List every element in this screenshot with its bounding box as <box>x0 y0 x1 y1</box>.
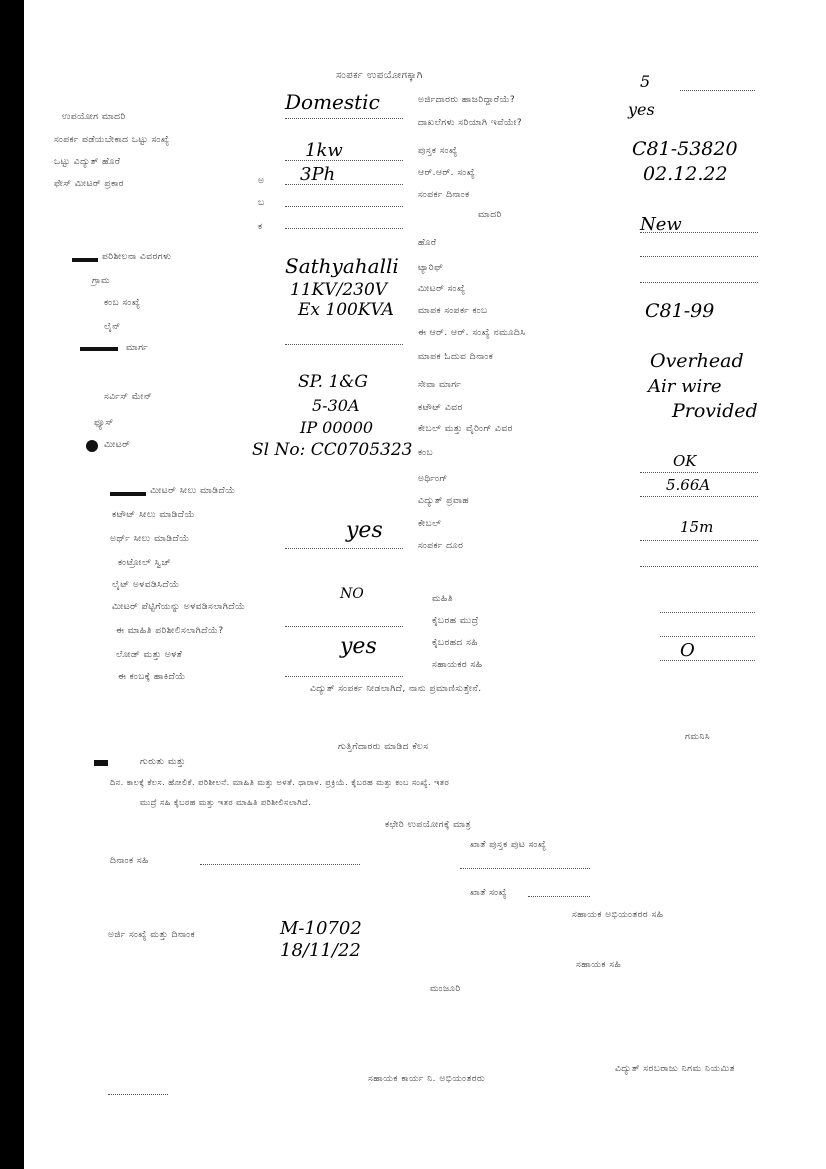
handwritten-air-wire: Air wire <box>648 376 722 397</box>
handwritten-yes-load: yes <box>340 634 377 659</box>
handwritten-reading: IP 00000 <box>300 418 374 437</box>
dotted-line <box>640 232 758 233</box>
form-label: ಸರ್ವಿಸ್ ಮೇನ್ <box>104 392 153 402</box>
dotted-line <box>285 160 403 161</box>
form-label: ಕಂಟ್ರೋಲ್ ಸ್ವಿಚ್ <box>118 558 172 568</box>
form-label: ಅರ್ಥ್ ಸೀಲು ಮಾಡಿದೆಯೆ <box>110 534 190 544</box>
footer-text: ವಿದ್ಯುತ್ ಸರಬರಾಜು ನಿಗಮ ನಿಯಮಿತ <box>615 1064 735 1074</box>
form-label: ಕೇಬಲ್ <box>418 519 442 529</box>
handwritten-village: Sathyahalli <box>285 254 399 278</box>
dotted-line <box>285 548 403 549</box>
handwritten-no: NO <box>340 586 364 602</box>
form-label: ಮೀಟರ್ ಪೆಟ್ಟಿಗೆಯನ್ನು ಅಳವಡಿಸಲಾಗಿದೆಯೆ <box>112 602 246 612</box>
dotted-line <box>460 868 590 869</box>
form-label: ಮೀಟರ್ <box>104 440 131 450</box>
dotted-line <box>285 228 403 229</box>
dotted-line <box>200 864 360 865</box>
form-label: ಮಾದರಿ <box>478 210 502 220</box>
form-label: ಹೊರೆ <box>418 238 437 248</box>
handwritten-kw: 1kw <box>305 140 343 161</box>
handwritten-yes: yes <box>628 100 655 119</box>
form-label: ಸಹಾಯಕರ ಸಹಿ <box>432 660 483 670</box>
dotted-line <box>640 472 758 473</box>
form-label: ಮೀಟರ್ ಸಂಖ್ಯೆ <box>418 284 466 294</box>
handwritten-new: New <box>640 214 682 235</box>
handwritten-ok: OK <box>673 452 697 470</box>
handwritten-ref: M-10702 <box>280 918 362 939</box>
handwritten-overhead: Overhead <box>650 350 744 372</box>
form-label: ಒಟ್ಟು ವಿದ್ಯುತ್ ಹೊರೆ <box>54 157 121 167</box>
handwritten-phase: 3Ph <box>300 164 336 185</box>
handwritten-serial: Sl No: CC0705323 <box>252 440 413 460</box>
handwritten-voltage: 11KV/230V <box>290 280 388 300</box>
dotted-line <box>285 344 403 345</box>
handwritten-provided: Provided <box>672 400 758 422</box>
dotted-line <box>285 626 403 627</box>
form-label: ಕೈಬರಹ ಮುದ್ರೆ <box>432 616 479 626</box>
form-label: ಫೇಸ್ ಮೀಟರ್ ಪ್ರಕಾರ <box>54 179 125 189</box>
form-label: ಖಾತೆ ಪುಸ್ತಕ ಪುಟ ಸಂಖ್ಯೆ <box>470 840 547 850</box>
redaction-mark <box>80 347 118 351</box>
form-label: ವಿದ್ಯುತ್ ಪ್ರವಾಹ <box>418 496 470 506</box>
handwritten-distance: 15m <box>680 518 714 536</box>
form-label: ಅರ್ಥಿಂಗ್ <box>418 474 448 484</box>
form-label: ಮೀಟರ್ ಸೀಲು ಮಾಡಿದೆಯೆ <box>150 486 236 496</box>
form-label: ಫ್ಯೂಸ್ <box>94 418 114 428</box>
dotted-line <box>640 566 758 567</box>
form-label: ಪರಿಶೀಲನಾ ವಿವರಗಳು <box>102 252 172 262</box>
handwritten-sp: SP. 1&G <box>298 372 368 392</box>
scan-black-edge <box>0 0 24 1169</box>
handwritten-domestic: Domestic <box>285 90 380 114</box>
form-label: ಲೈಟ್ ಅಳವಡಿಸಿದೆಯೆ <box>112 580 180 590</box>
dotted-line <box>660 660 755 661</box>
form-label: ಸಂಪರ್ಕ ದಿನಾಂಕ <box>418 190 470 200</box>
form-label: ಕೈಬರಹದ ಸಹಿ <box>432 638 479 648</box>
form-label: ದಿನಾಂಕ ಸಹಿ <box>110 856 149 866</box>
form-note: ವಿದ್ಯುತ್ ಸಂಪರ್ಕ ನೀಡಲಾಗಿದೆ, ನಾನು ಪ್ರಮಾಣಿಸುತ್ತೇನೆ. <box>310 684 482 694</box>
form-label: ಉಪಯೋಗ ಮಾದರಿ <box>62 112 126 122</box>
form-label: ಖಾತೆ ಸಂಖ್ಯೆ <box>470 888 508 898</box>
form-label: ಕಟೌಟ್ ವಿವರ <box>418 403 463 413</box>
handwritten-pole: C81-99 <box>645 300 715 322</box>
footer-text: ಸಹಾಯಕ ಕಾರ್ಯ ನಿ. ಅಭಿಯಂತರರು <box>368 1074 486 1084</box>
form-label: ಮಾಪಕ ಓದುವ ದಿನಾಂಕ <box>418 352 494 362</box>
form-label: ಈ ಮಾಹಿತಿ ಪರಿಶೀಲಿಸಲಾಗಿದೆಯೆ? <box>116 626 224 636</box>
form-label: ಕಂಬ ಸಂಖ್ಯೆ <box>104 298 141 308</box>
form-label: ಮಾರ್ಗ <box>126 343 149 353</box>
form-label: ಈ ಕಂಬಕ್ಕೆ ಹಾಕಿದೆಯೆ <box>118 672 186 682</box>
handwritten-date: 02.12.22 <box>643 163 728 185</box>
redaction-mark <box>94 760 108 766</box>
handwritten-book-number: C81-53820 <box>632 138 738 160</box>
form-label: ಟ್ಯಾರಿಫ್ <box>418 263 444 273</box>
dotted-line <box>108 1094 168 1095</box>
handwritten-yes-seal: yes <box>346 518 383 543</box>
form-label: ಆರ್.ಆರ್. ಸಂಖ್ಯೆ <box>418 168 476 178</box>
dotted-line <box>640 496 758 497</box>
form-label: ಸಹಾಯಕ ಅಭಿಯಂತರರ ಸಹಿ <box>572 910 664 920</box>
form-label: ಕ <box>258 222 263 232</box>
dotted-line <box>640 540 758 541</box>
form-label: ಅ <box>258 176 265 186</box>
form-label: ಕಛೇರಿ ಉಪಯೋಗಕ್ಕೆ ಮಾತ್ರ <box>385 820 472 830</box>
form-label: ಮಂಜೂರಿ <box>430 984 461 994</box>
form-label: ಸಂಪರ್ಕ ಪಡೆಯಬೇಕಾದ ಒಟ್ಟು ಸಂಖ್ಯೆ <box>54 135 170 145</box>
top-right-number: 5 <box>640 72 651 91</box>
form-label: ಬ <box>258 198 265 208</box>
dotted-line <box>660 636 755 637</box>
form-label: ಸಂಪರ್ಕ ದೂರ <box>418 541 464 551</box>
form-label: ಗ್ರಾಮ <box>92 276 111 286</box>
dotted-line <box>285 184 403 185</box>
form-label: ಸಹಾಯಕ ಸಹಿ <box>576 960 622 970</box>
form-label: ಅರ್ಜಿದಾರರು ಹಾಜರಿದ್ದಾರೆಯೆ? <box>418 95 516 105</box>
form-label: ಕಂಬ <box>418 448 434 458</box>
dotted-line <box>640 282 758 283</box>
form-long-text: ಮುದ್ರೆ ಸಹಿ ಕೈಬರಹ ಮತ್ತು ಇತರ ಮಾಹಿತಿ ಪರಿಶೀಲಿಸಲಾಗಿದೆ. <box>140 798 312 807</box>
dotted-line <box>660 612 755 613</box>
form-label: ಕಟೌಟ್ ಸೀಲು ಮಾಡಿದೆಯೆ <box>112 510 195 520</box>
dotted-line <box>640 256 758 257</box>
form-label: ಅರ್ಜಿ ಸಂಖ್ಯೆ ಮತ್ತು ದಿನಾಂಕ <box>108 930 196 940</box>
handwritten-amps-reading: 5.66A <box>666 476 711 494</box>
form-label: ದಾಖಲೆಗಳು ಸರಿಯಾಗಿ ಇವೆಯೇ? <box>418 118 523 128</box>
form-label: ಲೈನ್ <box>104 322 121 332</box>
redaction-mark <box>86 440 98 452</box>
dotted-line <box>285 676 403 677</box>
form-label: ಲೋಡ್ ಮತ್ತು ಅಳತೆ <box>116 650 183 660</box>
handwritten-amps: 5-30A <box>312 396 360 415</box>
dotted-line <box>285 118 403 119</box>
form-section-title: ಗುತ್ತಿಗೆದಾರರು ಮಾಡಿದ ಕೆಲಸ <box>338 742 429 752</box>
form-label: ಮಾಪಕ ಸಂಪರ್ಕ ಕಂಬ <box>418 306 488 316</box>
form-label: ಗಮನಿಸಿ <box>685 732 711 742</box>
form-title: ಸಂಪರ್ಕ ಉಪಯೋಗಕ್ಕಾಗಿ <box>336 70 423 81</box>
handwritten-ref-date: 18/11/22 <box>280 940 361 961</box>
redaction-mark <box>72 258 98 262</box>
form-label: ಸೇವಾ ಮಾರ್ಗ <box>418 380 462 390</box>
form-label: ಈ ಆರ್. ಆರ್. ಸಂಖ್ಯೆ ನಮೂದಿಸಿ <box>418 328 526 338</box>
dotted-line <box>528 896 590 897</box>
form-label: ಮಹಿತಿ <box>432 594 454 604</box>
handwritten-zero: O <box>680 640 695 661</box>
form-label: ಕೇಬಲ್ ಮತ್ತು ವೈರಿಂಗ್ ವಿವರ <box>418 424 513 434</box>
dotted-line <box>680 90 755 91</box>
form-label: ಪುಸ್ತಕ ಸಂಖ್ಯೆ <box>418 146 458 156</box>
form-label: ಗುರುತು ಮತ್ತು <box>140 757 186 767</box>
dotted-line <box>285 206 403 207</box>
handwritten-transformer: Ex 100KVA <box>298 300 394 320</box>
form-long-text: ದಿನ. ಕಾಲಕ್ಕೆ ಕೆಲಸ. ಹೋಲಿಕೆ. ಪರಿಶೀಲನೆ. ಮಾಹಿತಿ ಮತ್ತು ಅಳತೆ. ಧಾರಾಳ. ಪ್ರಕ್ರಿಯೆ. ಕೈಬರಹ ಮತ್ತು ಕಂಬ ಸಂಖ್ಯೆ. ಇತರ <box>110 778 450 787</box>
redaction-mark <box>110 492 146 496</box>
